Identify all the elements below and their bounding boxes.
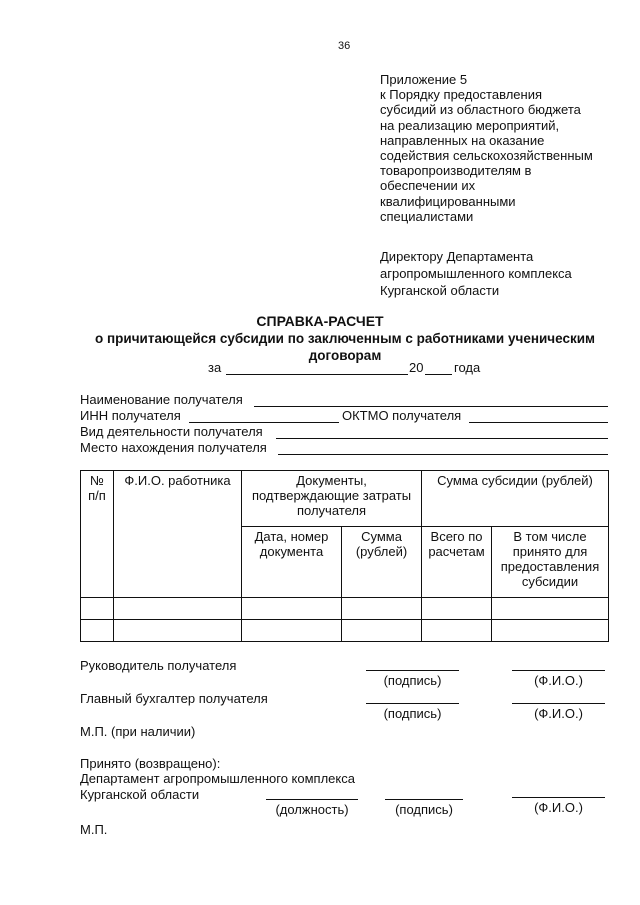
period-date-field[interactable] [226,374,408,375]
subheader-document-amount: Сумма (рублей) [342,527,422,598]
accountant-name-caption: (Ф.И.О.) [534,706,583,721]
table-row [81,620,609,642]
period-year-field[interactable] [425,374,452,375]
page-number: 36 [338,40,351,52]
addressee-block [380,248,572,299]
inn-label: ИНН получателя [80,408,181,423]
appendix-line: Приложение 5 [380,72,468,87]
appendix-line: обеспечении их [380,178,476,194]
appendix-block [380,72,593,224]
header-documents: Документы, подтверждающие затраты получателя [242,471,422,527]
addressee-line: агропромышленного комплекса [380,266,572,281]
head-signature-field[interactable] [366,670,459,671]
table-cell[interactable] [242,620,342,642]
department-signature-field[interactable] [385,799,463,800]
accountant-signature-caption: (подпись) [383,706,442,721]
appendix-line: к Порядку предоставления [380,87,542,103]
subtitle-line-2: договорам [308,348,382,363]
header-subsidy-sum: Сумма субсидии (рублей) [422,471,609,527]
document-subtitle [80,330,610,364]
table-cell[interactable] [422,620,492,642]
department-signature-caption: (подпись) [395,802,453,817]
head-name-field[interactable] [512,670,605,671]
oktmo-label: ОКТМО получателя [342,408,462,423]
subheader-document-date: Дата, номер документа [242,527,342,598]
accountant-name-field[interactable] [512,703,605,704]
activity-field[interactable] [276,438,608,439]
table-cell[interactable] [342,598,422,620]
table-cell[interactable] [492,598,609,620]
stamp-label: М.П. (при наличии) [80,724,196,739]
appendix-line: субсидий из областного бюджета [380,102,581,118]
appendix-line: специалистами [380,208,474,224]
department-name-field[interactable] [512,797,605,798]
subheader-accepted: В том числе принято для предоставления субсидии [492,527,609,598]
department-name-caption: (Ф.И.О.) [534,800,583,815]
accountant-signature-field[interactable] [366,703,459,704]
location-label: Место нахождения получателя [80,440,267,455]
activity-label: Вид деятельности получателя [80,424,263,439]
location-field[interactable] [278,454,608,455]
accepted-line-2: Департамент агропромышленного комплекса [80,771,355,786]
table-cell[interactable] [114,598,242,620]
calculation-table [80,470,609,642]
period-prefix: за [208,360,222,375]
table-cell[interactable] [242,598,342,620]
subheader-total: Всего по расчетам [422,527,492,598]
table-cell[interactable] [81,598,114,620]
table-cell[interactable] [422,598,492,620]
document-title: СПРАВКА-РАСЧЕТ [256,313,384,329]
recipient-name-label: Наименование получателя [80,392,243,407]
head-name-caption: (Ф.И.О.) [534,673,583,688]
table-cell[interactable] [81,620,114,642]
department-position-field[interactable] [266,799,358,800]
inn-field[interactable] [189,422,339,423]
recipient-name-field[interactable] [254,406,608,407]
addressee-line: Курганской области [380,283,500,298]
appendix-line: товаропроизводителям в [380,163,532,179]
accepted-line-1: Принято (возвращено): [80,756,221,771]
final-stamp-label: М.П. [80,822,108,837]
header-employee-name: Ф.И.О. работника [114,471,242,598]
accountant-label: Главный бухгалтер получателя [80,691,268,706]
head-signature-caption: (подпись) [383,673,442,688]
period-year-prefix: 20 [409,360,424,375]
table-cell[interactable] [114,620,242,642]
table-cell[interactable] [342,620,422,642]
period-year-suffix: года [454,360,481,375]
position-caption: (должность) [275,802,349,817]
accepted-line-3: Курганской области [80,787,200,802]
table-header-row [81,471,609,527]
table-row [81,598,609,620]
head-label: Руководитель получателя [80,658,237,673]
table-cell[interactable] [492,620,609,642]
appendix-line: содействия сельскохозяйственным [380,148,593,164]
oktmo-field[interactable] [469,422,608,423]
appendix-line: направленных на оказание [380,132,545,148]
appendix-line: квалифицированными [380,193,516,209]
header-num: № п/п [81,471,114,598]
subtitle-line-1: о причитающейся субсидии по заключенным с работниками ученическим [95,331,595,346]
appendix-line: на реализацию мероприятий, [380,117,560,133]
addressee-line: Директору Департамента [380,249,534,264]
